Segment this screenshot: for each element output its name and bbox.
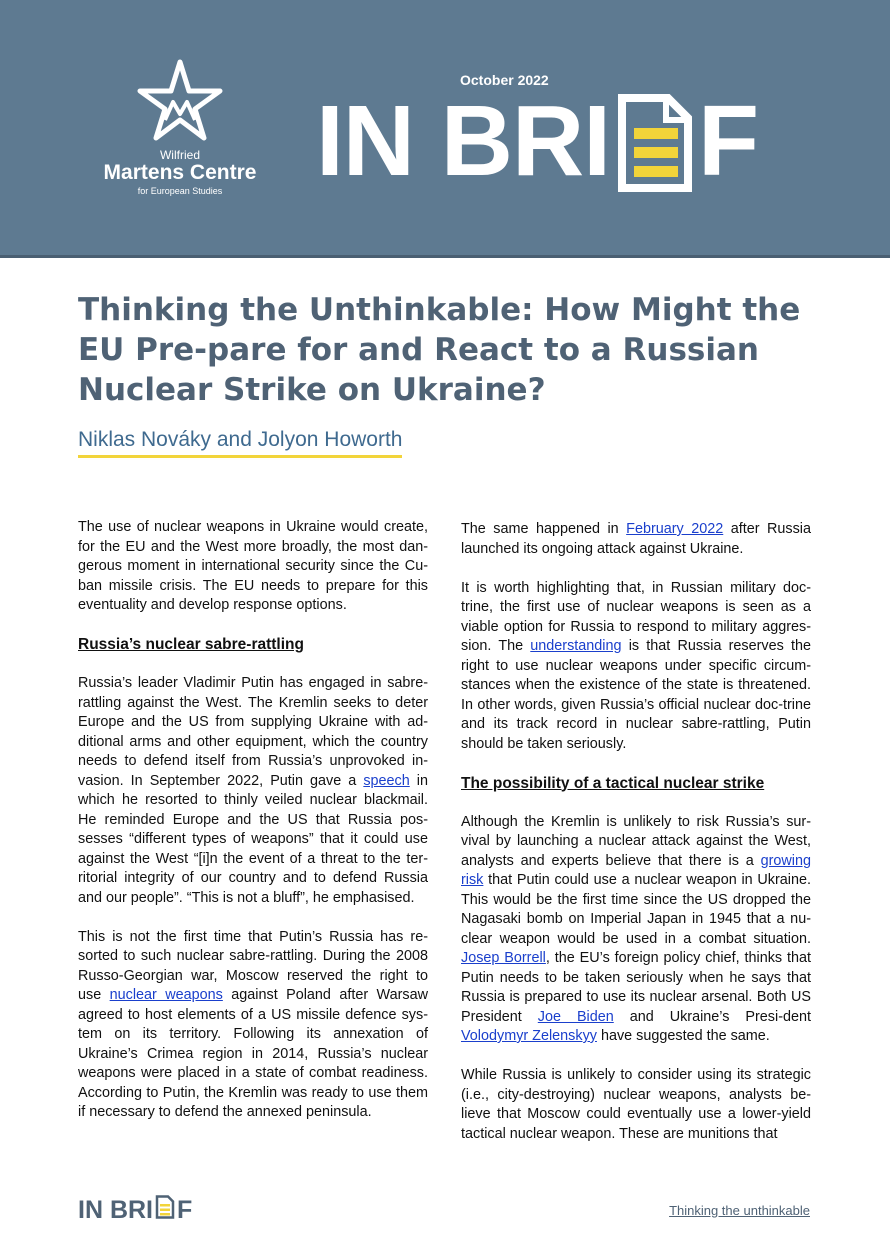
understanding-link[interactable]: understanding	[530, 638, 622, 654]
joe-biden-link[interactable]: Joe Biden	[537, 1008, 614, 1025]
paragraph	[78, 928, 428, 1123]
february-2022-link[interactable]: February 2022	[626, 521, 724, 537]
footer-document-icon	[155, 1195, 175, 1226]
text-run: after Russia launched its ongoing attack against Ukraine.	[461, 521, 811, 557]
left-column	[78, 518, 428, 1142]
footer-brand-right: F	[177, 1196, 193, 1224]
text-run: It is worth highlighting that, in Russian military doc-trine, the first use of nuclear weapons is seen as a viable option for Russia to respond to military aggres-sion. The	[461, 579, 811, 654]
text-run: is that Russia reserves the right to use nuclear weapons under specific circum-stances when the existence of the state is threatened. In other words, given Russia’s official nuclear doc-trine and its track record in nuclear sabre-rattling, Putin should be taken seriously.	[461, 638, 811, 752]
page-title: Thinking the Unthinkable: How Might the EU Pre-pare for and React to a Russian Nuclear Strike on Ukraine?	[78, 292, 801, 408]
text-run: The same happened in	[461, 521, 627, 537]
paragraph	[461, 520, 811, 559]
footer-brand-left: IN BRI	[78, 1196, 153, 1224]
text-run: , the EU’s foreign policy chief, thinks that Putin needs to be taken seriously when he says that Russia is prepared to use its nuclear arsenal. Both US President	[461, 950, 811, 1025]
martens-centre-logo	[100, 58, 260, 196]
text-run: and Ukraine’s Presi-dent	[613, 1008, 812, 1025]
intro-paragraph: The use of nuclear weapons in Ukraine would create, for the EU and the West more broadly, the most dan-gerous moment in international security since the Cu-ban missile crisis. The EU needs to prepare for this eventuality and develop response options.	[78, 519, 428, 613]
josep-borrell-link[interactable]: Josep Borrell	[461, 950, 546, 966]
text-run: in which he resorted to thinly veiled nuclear blackmail. He reminded Europe and the US that Russia pos-sesses “different types of weapons” that it could use against the West “[i]n the event of a threat to the ter-ritorial integrity of our country and to defend Russia and our people”. “This is not a bluff”, he emphasised.	[78, 772, 428, 906]
nuclear-weapons-link[interactable]: nuclear weapons	[109, 987, 223, 1003]
footer-title-link[interactable]: Thinking the unthinkable	[669, 1203, 810, 1218]
paragraph: While Russia is unlikely to consider using its strategic (i.e., city-destroying) nuclear weapons, analysts be-lieve that Moscow could eventually use a lower-yield tactical nuclear weapon. These are munitions that	[461, 1067, 811, 1142]
logo-line-1: Wilfried	[159, 148, 200, 162]
section-heading-sabre-rattling: Russia’s nuclear sabre-rattling	[78, 636, 304, 653]
paragraph	[461, 579, 811, 755]
footer-wordmark	[78, 1195, 192, 1226]
text-run: that Putin could use a nuclear weapon in Ukraine. This would be the first time since the US dropped the Nagasaki bomb on Imperial Japan in 1945 that a nu-clear weapon would be used in a combat situation.	[461, 872, 811, 947]
logo-line-2: Martens Centre	[103, 161, 257, 184]
logo-line-3: for European Studies	[137, 186, 223, 196]
zelenskyy-link[interactable]: Volodymyr Zelenskyy	[461, 1028, 597, 1044]
brand-right-text: F	[698, 85, 759, 197]
section-heading-tactical-strike: The possibility of a tactical nuclear strike	[461, 774, 765, 792]
star-logo-icon	[135, 58, 225, 144]
text-run: Russia’s leader Vladimir Putin has engaged in sabre-rattling against the West. The Kremlin seeks to deter Europe and the US from supplying Ukraine with ad-ditional arms and other equipment, which the country needs to defend itself from Russia’s unprovoked in-vasion. In September 2022, Putin gave a	[78, 675, 428, 789]
right-column	[461, 520, 811, 1164]
growing-risk-link[interactable]: growing risk	[461, 852, 811, 888]
issue-date: October 2022	[460, 72, 549, 88]
text-run: against Poland after Warsaw agreed to host elements of a US missile defence sys-tem on its territory. Following its annexation of Ukraine’s Crimea region in 2014, Russia’s nuclear weapons were placed in a state of combat readiness. According to Putin, the Kremlin was ready to use them if necessary to defend the annexed peninsula.	[78, 987, 428, 1120]
header-band	[0, 0, 890, 258]
document-icon	[616, 94, 694, 213]
text-run: This is not the first time that Putin’s Russia has re-sorted to such nuclear sabre-rattling. During the 2008 Russo-Georgian war, Moscow reserved the right to use	[78, 928, 428, 1003]
authors: Niklas Nováky and Jolyon Howorth	[78, 428, 402, 458]
in-brief-wordmark	[316, 86, 758, 213]
paragraph	[78, 674, 428, 908]
paragraph	[461, 813, 811, 1047]
text-run: Although the Kremlin is unlikely to risk Russia’s sur-vival by launching a nuclear attack against the West, analysts and experts believe that there is a	[461, 813, 811, 869]
text-run: have suggested the same.	[596, 1028, 770, 1044]
brand-left-text: IN BRI	[316, 85, 610, 197]
speech-link[interactable]: speech	[363, 772, 410, 789]
